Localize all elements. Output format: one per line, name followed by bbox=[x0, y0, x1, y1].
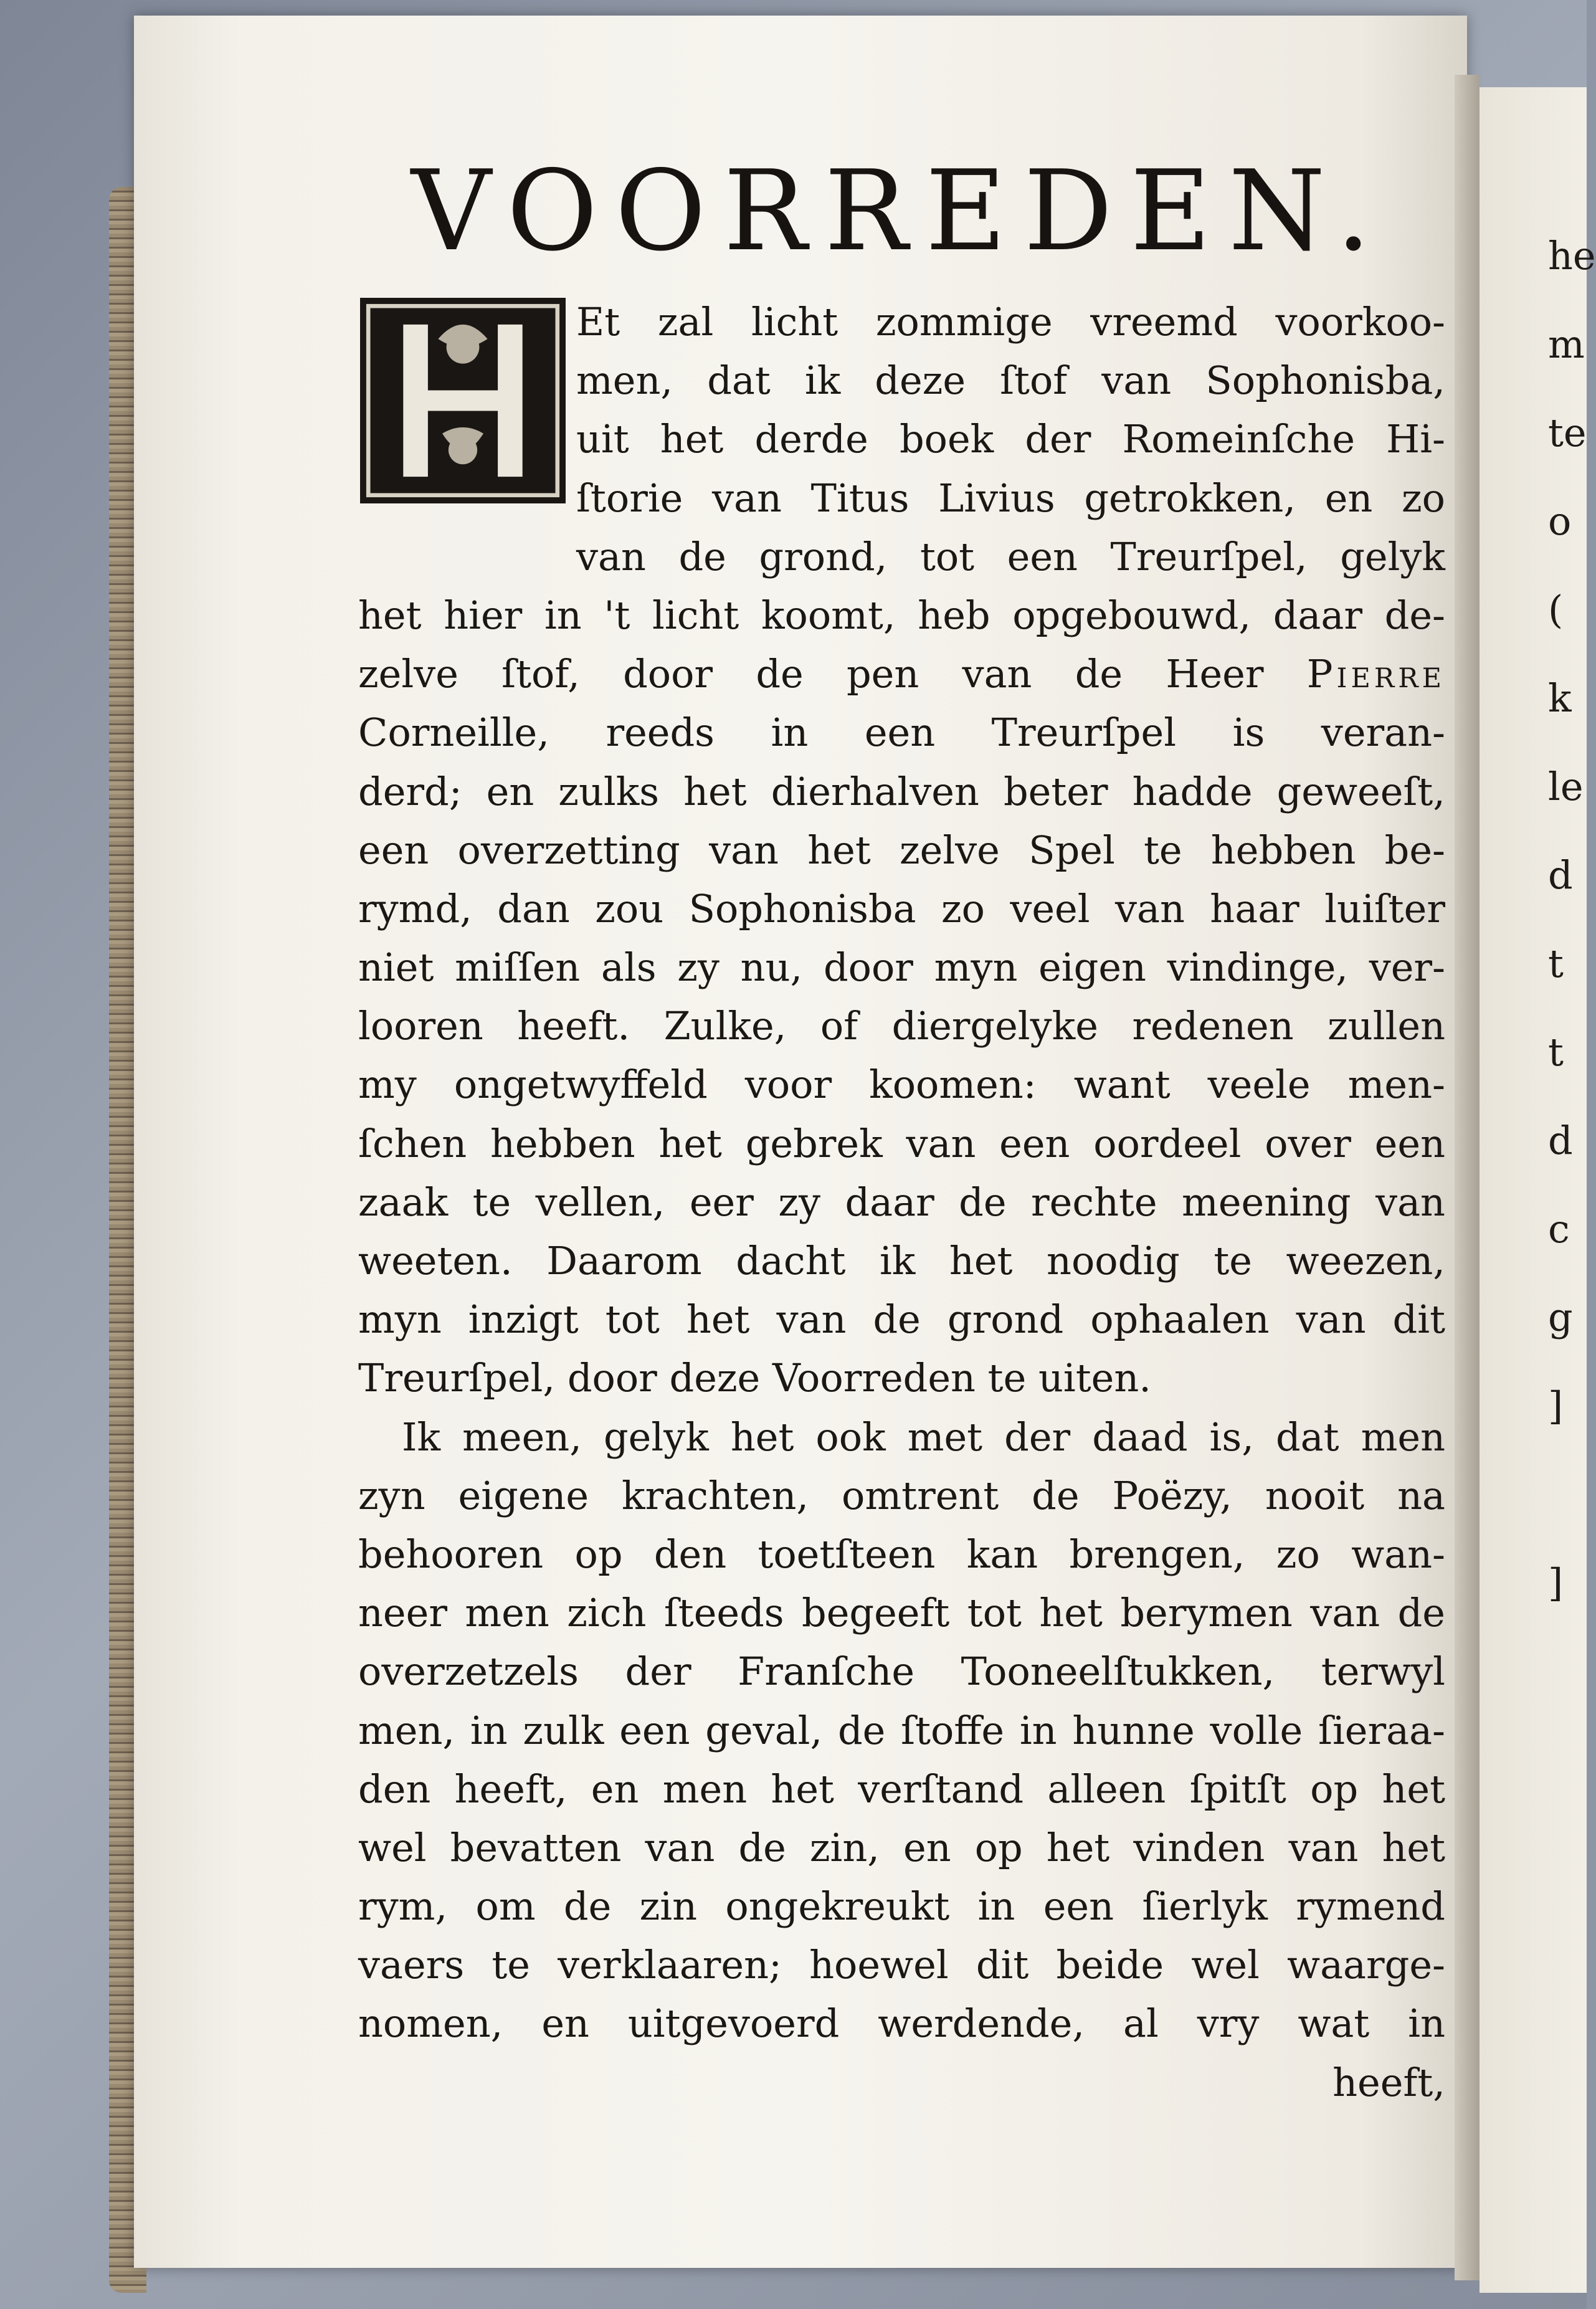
text-line: nomen, en uitgevoerd werdende, al vry wat in bbox=[358, 2001, 1445, 2047]
text-line: Ik meen, gelyk het ook met der daad is, dat men bbox=[402, 1414, 1445, 1460]
text-line: Et zal licht zommige vreemd voorkoo- bbox=[576, 299, 1445, 345]
text-line: een overzetting van het zelve Spel te hebben be- bbox=[358, 827, 1445, 873]
text-line: van de grond, tot een Treurſpel, gelyk bbox=[576, 533, 1445, 579]
text-line: neer men zich ſteeds begeeft tot het berymen van de bbox=[358, 1590, 1445, 1636]
text-line: looren heeft. Zulke, of diergelyke redenen zullen bbox=[358, 1003, 1445, 1049]
text-line: rymd, dan zou Sophonisba zo veel van haar luiſter bbox=[358, 885, 1445, 931]
text-line: den heeft, en men het verſtand alleen ſpitſt op het bbox=[358, 1766, 1445, 1812]
text-line: ſtorie van Titus Livius getrokken, en zo bbox=[576, 475, 1445, 521]
author-name: Pierre bbox=[1306, 651, 1445, 697]
text-line: wel bevatten van de zin, en op het vinden van het bbox=[358, 1824, 1445, 1870]
text-line: niet miſſen als zy nu, door myn eigen vindinge, ver- bbox=[358, 945, 1445, 991]
text-line: overzetzels der Franſche Tooneelſtukken, terwyl bbox=[358, 1649, 1445, 1695]
text-line: my ongetwyffeld voor koomen: want veele men- bbox=[358, 1062, 1445, 1108]
facing-page bbox=[1480, 87, 1596, 2293]
text-line: Corneille, reeds in een Treurſpel is veran- bbox=[358, 710, 1445, 756]
text-line: zelve ſtof, door de pen van de Heer Pierre bbox=[358, 651, 1445, 697]
catchword: heeft, bbox=[1332, 2059, 1445, 2105]
text-line: men, in zulk een geval, de ſtoffe in hunne volle ſieraa- bbox=[358, 1707, 1445, 1753]
text-line: rym, om de zin ongekreukt in een ſierlyk rymend bbox=[358, 1883, 1445, 1930]
text-line: uit het derde boek der Romeinſche Hi- bbox=[576, 416, 1445, 462]
text-line: Treurſpel, door deze Voorreden te uiten. bbox=[358, 1355, 1151, 1401]
text-line: myn inzigt tot het van de grond ophaalen van dit bbox=[358, 1297, 1445, 1343]
facing-page-fragments: he m te o ( k le d t t d c g ] ] bbox=[1548, 233, 1596, 1606]
text-line: weeten. Daarom dacht ik het noodig te weezen, bbox=[358, 1238, 1445, 1283]
text-line: vaers te verklaaren; hoewel dit beide wel waarge- bbox=[358, 1942, 1445, 1988]
body-text bbox=[358, 293, 1445, 2112]
page-gutter bbox=[1455, 75, 1480, 2280]
text-line: ſchen hebben het gebrek van een oordeel over een bbox=[358, 1120, 1445, 1166]
text-line: het hier in 't licht koomt, heb opgebouwd, daar de- bbox=[358, 592, 1445, 638]
text-line: behooren op den toetſteen kan brengen, zo wan- bbox=[358, 1531, 1445, 1577]
text-line: men, dat ik deze ſtof van Sophonisba, bbox=[576, 358, 1445, 404]
text-line: zaak te vellen, eer zy daar de rechte meening van bbox=[358, 1179, 1445, 1225]
text-line: derd; en zulks het dierhalven beter hadde geweeſt, bbox=[358, 768, 1445, 814]
text-line: zyn eigene krachten, omtrent de Poëzy, nooit na bbox=[358, 1472, 1445, 1518]
page-title: VOORREDEN. bbox=[411, 146, 1389, 275]
